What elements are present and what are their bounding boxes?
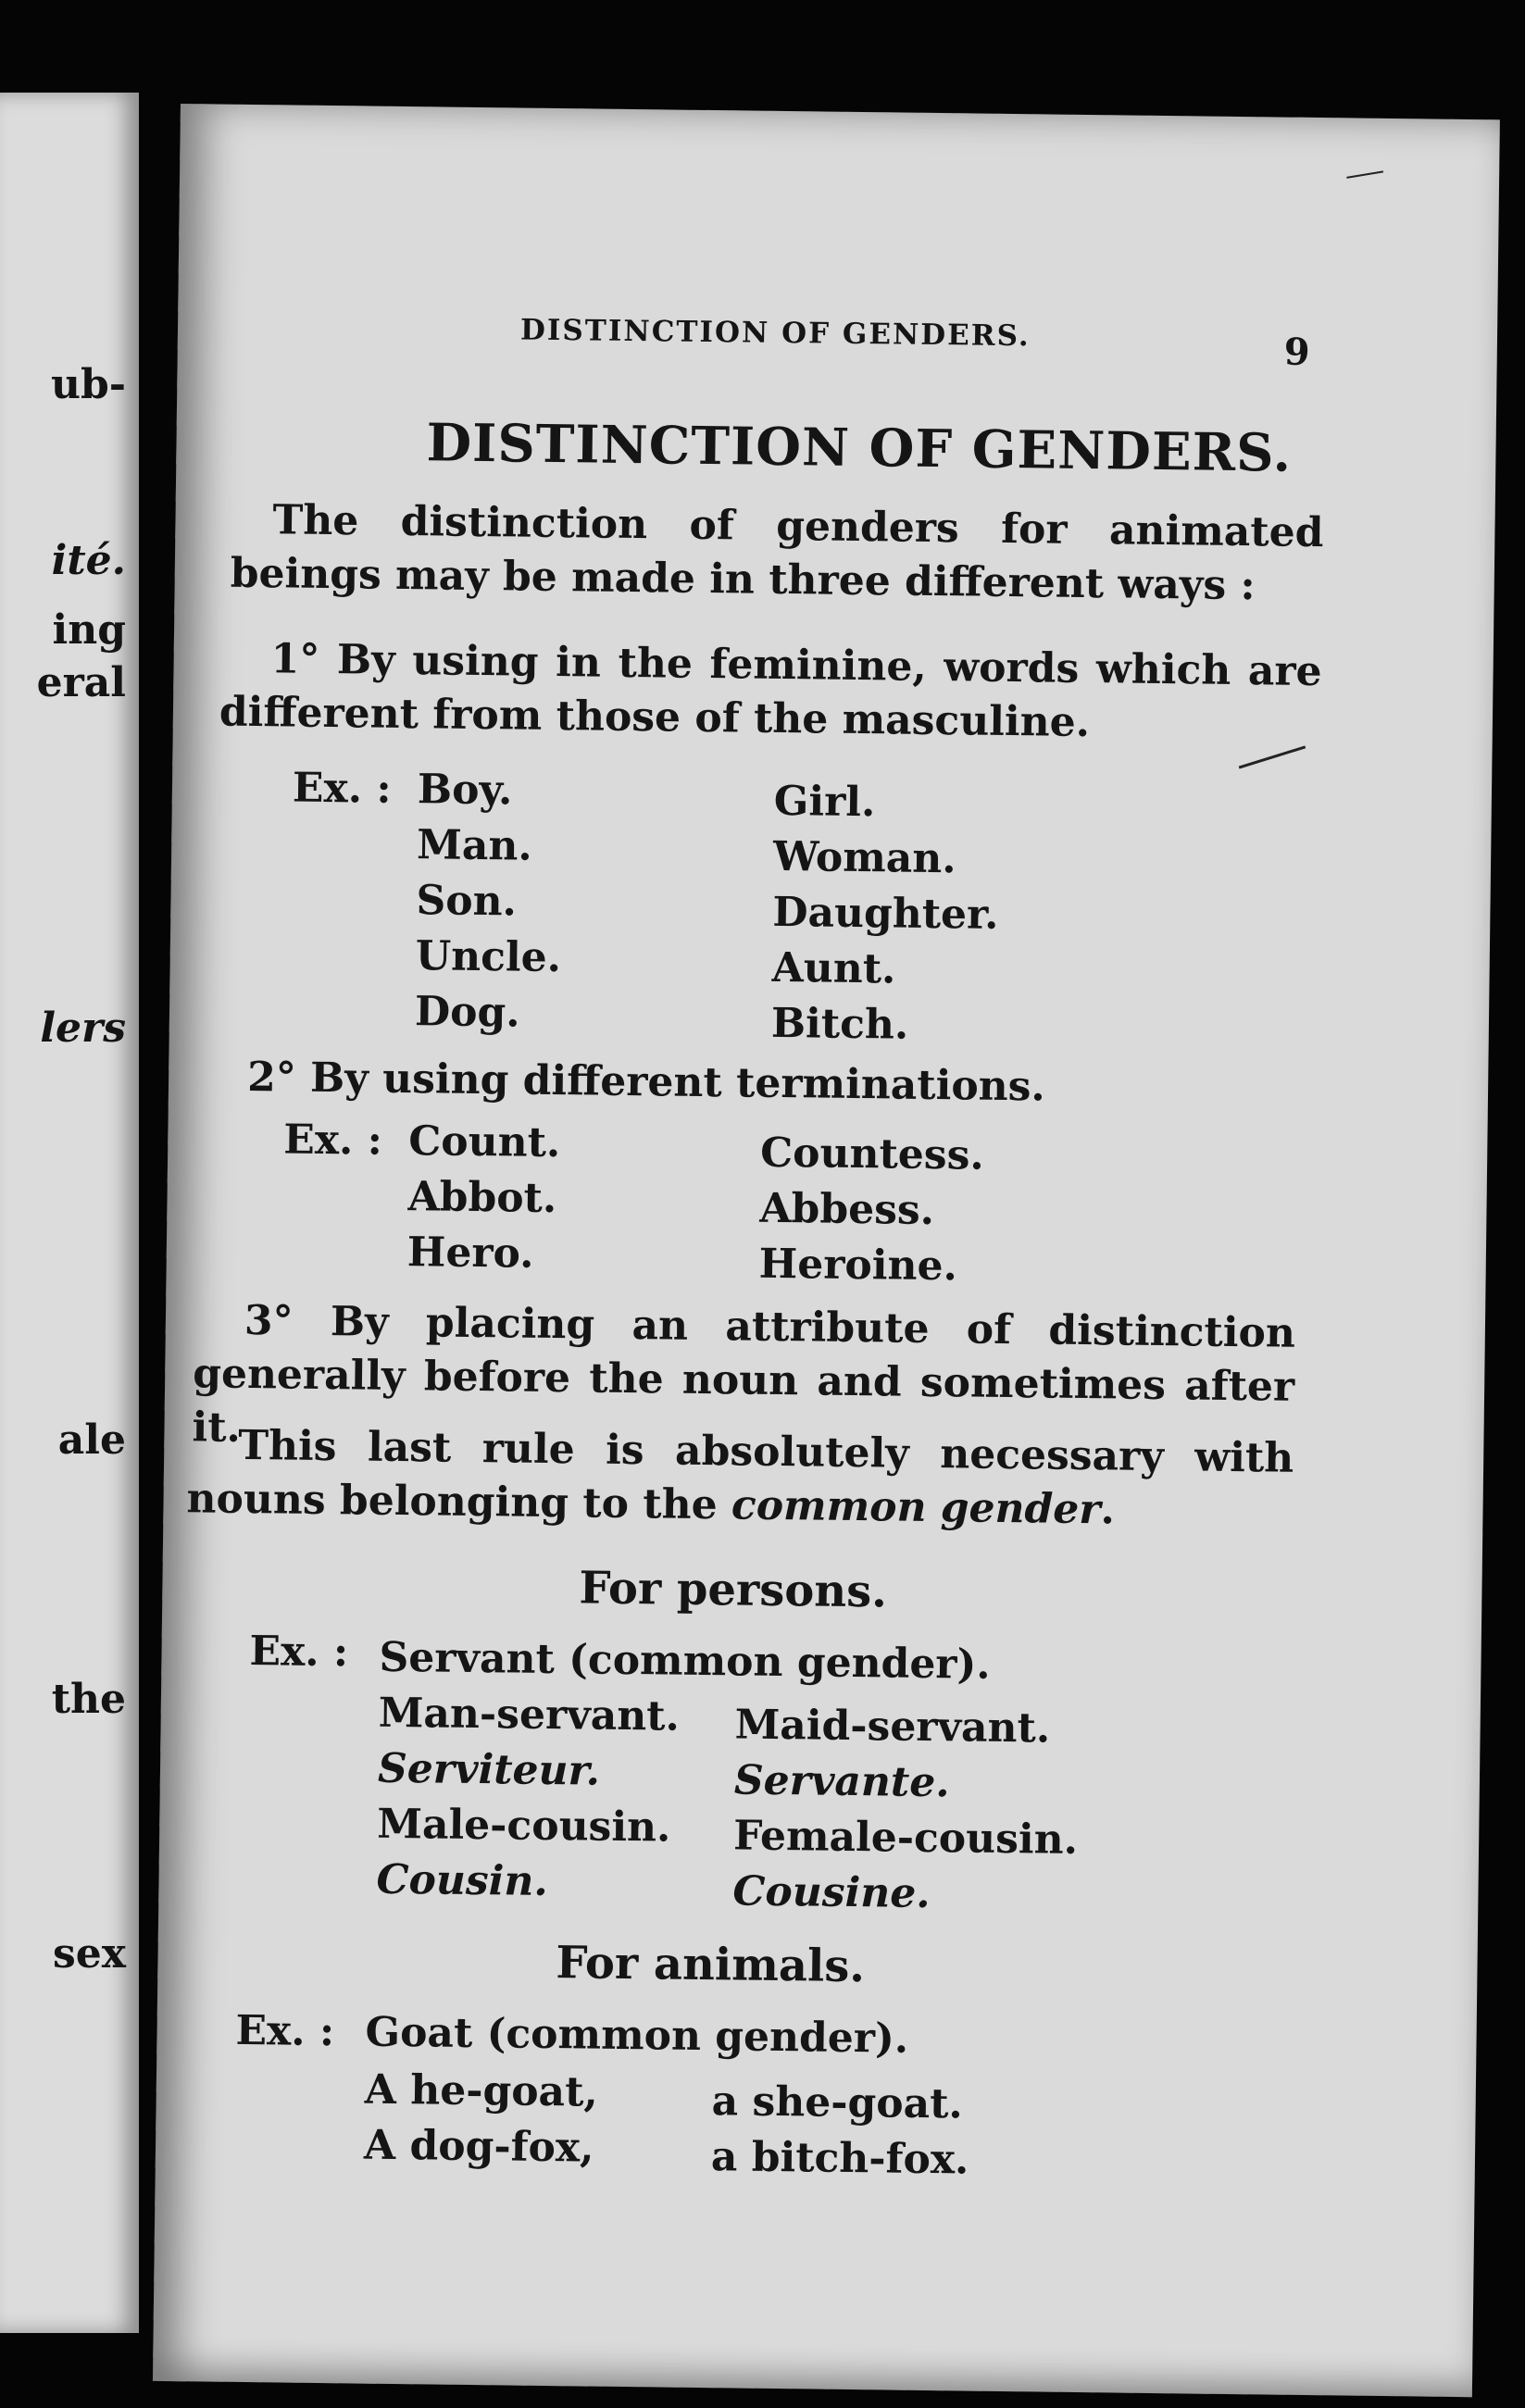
feminine-word: Daughter. [772, 888, 999, 939]
persons-first-line: Servant (common gender). [379, 1633, 991, 1689]
animals-first-line: Goat (common gender). [365, 2008, 909, 2063]
masculine-word: Serviteur. [377, 1744, 601, 1795]
left-fragment: lers [40, 1004, 126, 1052]
page-title: DISTINCTION OF GENDERS. [426, 412, 1293, 484]
masculine-word: Abbot. [407, 1173, 557, 1223]
feminine-word: Maid-servant. [734, 1701, 1051, 1753]
left-page-fragment [0, 93, 139, 2333]
masculine-word: Son. [416, 877, 518, 926]
left-fragment: the [51, 1676, 126, 1723]
masculine-word: A he-goat, [364, 2065, 599, 2116]
note-text: This last rule is absolutely necessary with nouns belonging to the [186, 1421, 1294, 1529]
feminine-word: Cousine. [732, 1867, 931, 1918]
left-fragment: ité. [51, 537, 126, 584]
masculine-word: Male-cousin. [377, 1800, 671, 1852]
rule-1: 1° By using in the feminine, words which are different from those of the masculine. [219, 635, 1322, 747]
note-italic: common gender [731, 1481, 1101, 1534]
feminine-word: a she-goat. [711, 2077, 964, 2128]
masculine-word: A dog-fox, [363, 2121, 594, 2172]
feminine-word: Heroine. [758, 1240, 958, 1291]
feminine-word: Abbess. [759, 1184, 935, 1235]
page-number: 9 [1283, 330, 1310, 374]
masculine-word: Boy. [417, 766, 513, 815]
feminine-word: a bitch-fox. [710, 2133, 969, 2184]
example-label: Ex. : [292, 764, 392, 813]
masculine-word: Hero. [406, 1229, 534, 1278]
feminine-word: Girl. [773, 777, 876, 827]
example-label: Ex. : [249, 1628, 349, 1677]
rule-3: 3° By placing an attribute of distinction generally before the noun and sometimes after it. [192, 1296, 1296, 1452]
left-fragment: eral [36, 659, 126, 706]
persons-heading: For persons. [579, 1562, 888, 1618]
feminine-word: Woman. [772, 832, 956, 883]
feminine-word: Female-cousin. [732, 1812, 1079, 1864]
feminine-word: Countess. [759, 1129, 985, 1179]
feminine-word: Servante. [733, 1756, 950, 1807]
left-fragment: ale [57, 1416, 126, 1464]
masculine-word: Uncle. [415, 932, 562, 982]
masculine-word: Dog. [414, 988, 520, 1037]
masculine-word: Man-servant. [378, 1689, 681, 1740]
masculine-word: Count. [408, 1117, 561, 1167]
example-label: Ex. : [283, 1116, 383, 1165]
note-end: . [1100, 1486, 1116, 1534]
feminine-word: Aunt. [771, 943, 896, 993]
masculine-word: Man. [416, 821, 533, 870]
left-fragment: ing [52, 606, 126, 654]
intro-paragraph: The distinction of genders for animated beings may be made in three different ways : [230, 496, 1324, 610]
rule-2: 2° By using different terminations. [246, 1053, 1046, 1111]
masculine-word: Cousin. [376, 1855, 549, 1905]
feminine-word: Bitch. [770, 999, 909, 1049]
rule-note [186, 1418, 1294, 1540]
example-label: Ex. : [235, 2006, 335, 2056]
book-page [153, 104, 1500, 2397]
running-head: DISTINCTION OF GENDERS. [519, 313, 1031, 354]
scan-mark [1346, 170, 1383, 178]
left-fragment: ub- [50, 361, 126, 408]
left-fragment: sex [53, 1930, 126, 1978]
animals-heading: For animals. [556, 1937, 866, 1993]
